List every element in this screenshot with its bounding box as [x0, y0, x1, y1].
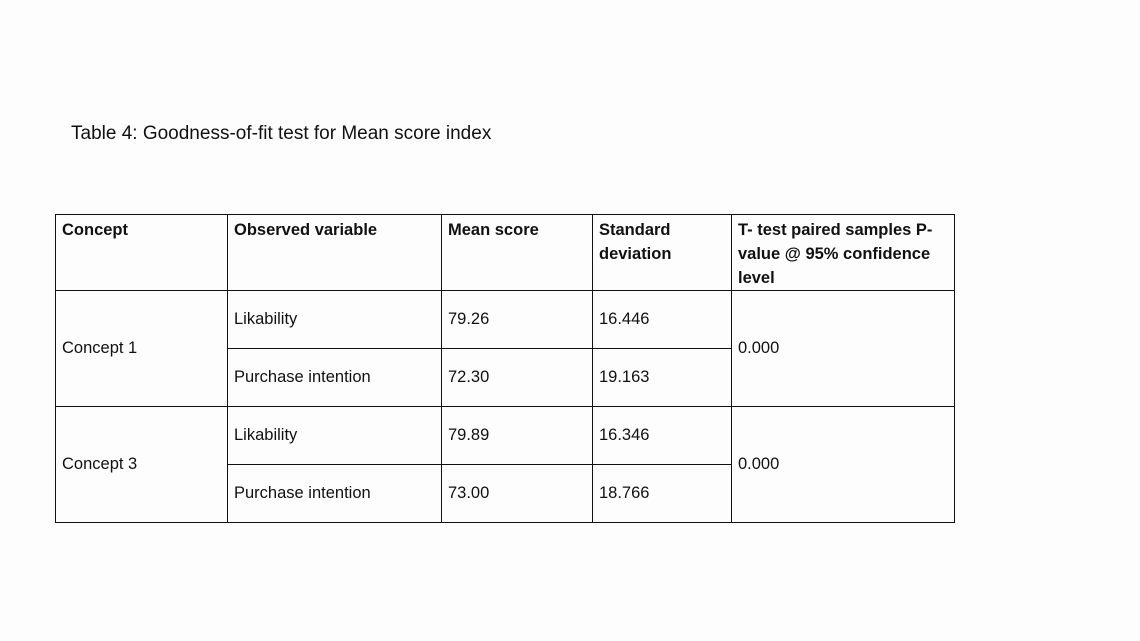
table-row — [56, 407, 955, 465]
mean-cell: 72.30 — [442, 349, 593, 407]
variable-cell: Purchase intention — [228, 349, 442, 407]
mean-cell: 73.00 — [442, 465, 593, 523]
header-observed-variable: Observed variable — [228, 215, 442, 291]
mean-cell: 79.26 — [442, 291, 593, 349]
variable-cell: Likability — [228, 407, 442, 465]
variable-cell: Likability — [228, 291, 442, 349]
concept-cell: Concept 1 — [56, 291, 228, 407]
variable-cell: Purchase intention — [228, 465, 442, 523]
sd-cell: 19.163 — [593, 349, 732, 407]
concept-cell: Concept 3 — [56, 407, 228, 523]
mean-cell: 79.89 — [442, 407, 593, 465]
table-caption: Table 4: Goodness-of-fit test for Mean score index — [71, 123, 492, 144]
header-mean-score: Mean score — [442, 215, 593, 291]
header-concept: Concept — [56, 215, 228, 291]
sd-cell: 16.346 — [593, 407, 732, 465]
header-p-value: T- test paired samples P-value @ 95% confidence level — [732, 215, 955, 291]
header-row — [56, 215, 955, 291]
sd-cell: 16.446 — [593, 291, 732, 349]
results-table — [55, 214, 955, 523]
sd-cell: 18.766 — [593, 465, 732, 523]
p-value-cell: 0.000 — [732, 407, 955, 523]
p-value-cell: 0.000 — [732, 291, 955, 407]
header-standard-deviation: Standard deviation — [593, 215, 732, 291]
table-row — [56, 291, 955, 349]
